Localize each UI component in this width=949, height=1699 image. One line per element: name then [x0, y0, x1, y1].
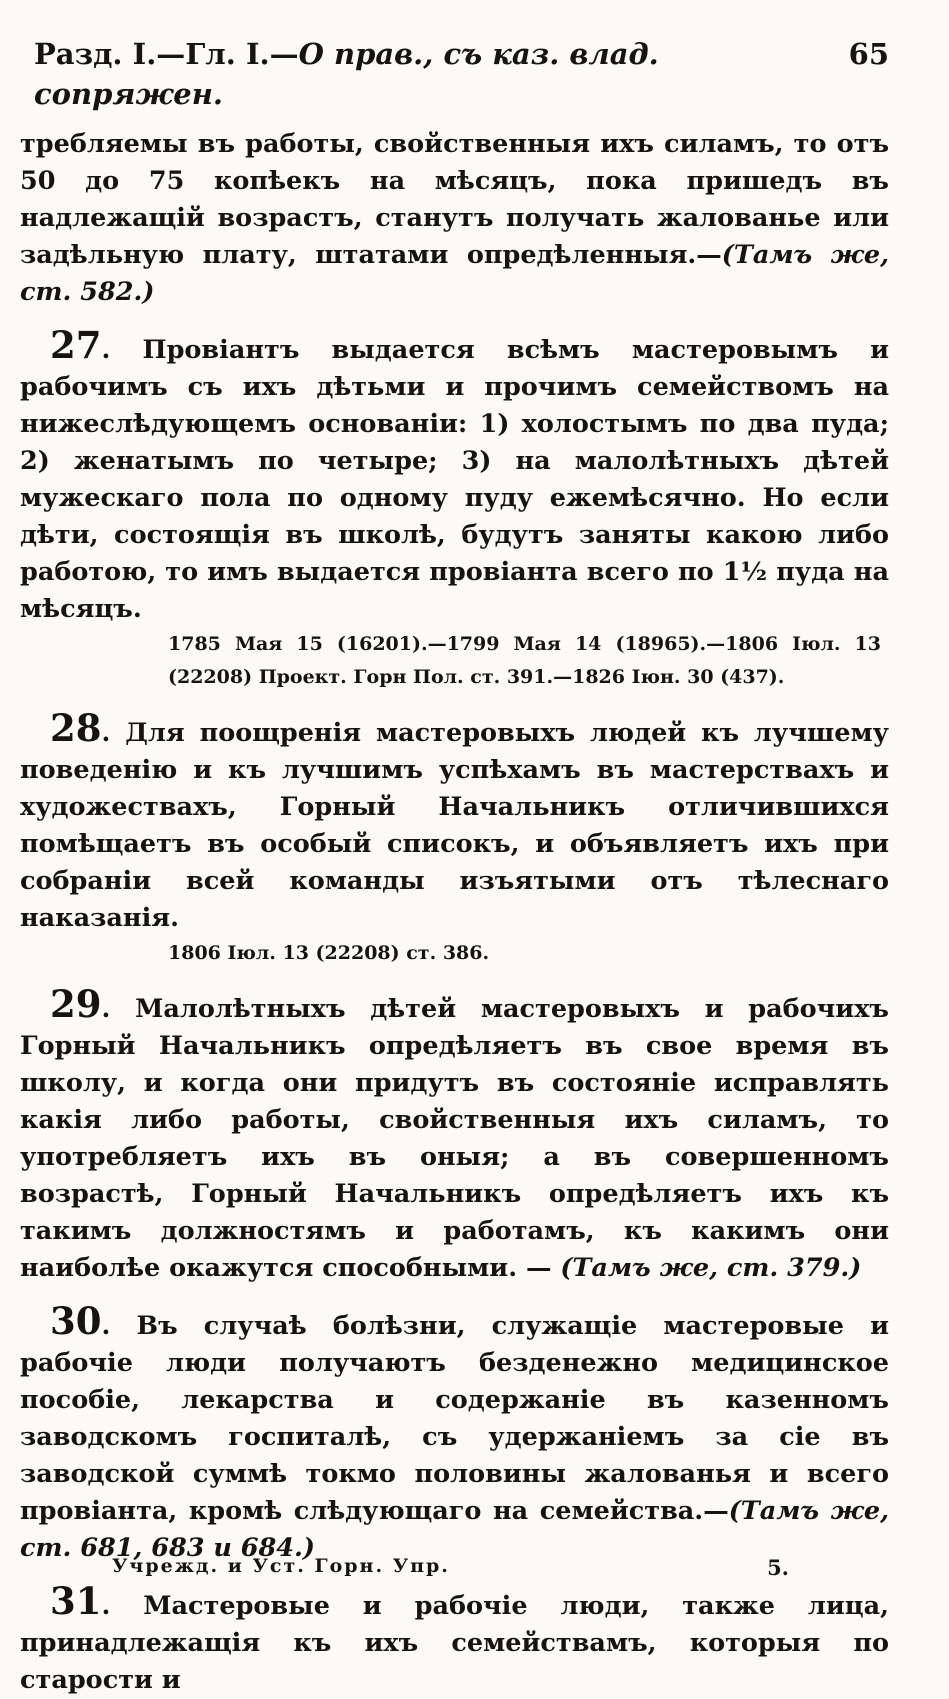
article-text: требляемы въ работы, свойственныя ихъ силамъ, то отъ 50 до 75 копѣекъ на мѣсяцъ, пока пришедъ въ надлежащій возрастъ, станутъ получать жалованье или задѣльную плату, штатами опредѣленныя.—	[20, 129, 889, 270]
article-citation: (Тамъ же, ст. 379.)	[560, 1253, 862, 1283]
article-27	[20, 323, 889, 628]
header-title	[34, 34, 849, 114]
article-30	[20, 1299, 890, 1567]
header-italic-title: О прав., съ каз. влад. сопряжен.	[34, 37, 659, 111]
article-27-reference: 1785 Мая 15 (16201).—1799 Мая 14 (18965).—1806 Іюл. 13 (22208) Проект. Горн Пол. ст. 391.—1826 Іюн. 30 (437).	[168, 633, 881, 688]
article-text: . Провіантъ выдается всѣмъ мастеровымъ и рабочимъ съ ихъ дѣтьми и прочимъ семействомъ на нижеслѣдующемъ основаніи: 1) холостымъ по два пуда; 2) женатымъ по четыре; 3) на малолѣтныхъ дѣтей мужескаго пола по одному пуду ежемѣсячно. Но если дѣти, состоящія въ школѣ, будутъ заняты какою либо работою, то имъ выдается провіанта всего по 1½ пуда на мѣсяцъ.	[20, 335, 889, 624]
article-citation: (Тамъ же, ст. 681, 683 и 684.)	[20, 1496, 890, 1563]
article-text: . Малолѣтныхъ дѣтей мастеровыхъ и рабочихъ Горный Начальникъ опредѣляетъ въ свое время въ школу, и когда они придутъ въ состояніе исправлять какія либо работы, свойственныя ихъ силамъ, то употребляетъ ихъ въ оныя; а въ совершенномъ возрастѣ, Горный Начальникъ опредѣляетъ ихъ къ такимъ должностямъ и работамъ, къ какимъ они наиболѣе окажутся способными. —	[20, 994, 889, 1283]
article-28-reference: 1806 Іюл. 13 (22208) ст. 386.	[168, 942, 490, 964]
page-body	[20, 126, 889, 1699]
article-text: . Мастеровые и рабочіе люди, также лица, принадлежащія къ ихъ семействамъ, которыя по старости и	[20, 1591, 889, 1695]
article-text: . Въ случаѣ болѣзни, служащіе мастеровые и рабочіе люди получаютъ безденежно медицинское пособіе, лекарства и содержаніе въ казенномъ заводскомъ госпиталѣ, съ удержаніемъ за сіе въ заводской суммѣ токмо половины жалованья и всего провіанта, кромѣ слѣдующаго на семейства.—	[20, 1311, 889, 1526]
page-number: 65	[848, 37, 889, 71]
article-number: 30	[50, 1299, 102, 1343]
article-number: 27	[50, 323, 102, 367]
article-26-continued	[20, 126, 889, 311]
article-31	[20, 1579, 889, 1699]
signature-mark: 5.	[767, 1555, 789, 1580]
page-footer	[112, 1555, 889, 1580]
article-29	[20, 982, 889, 1287]
footer-book-title: Учрежд. и Уст. Горн. Упр.	[112, 1555, 450, 1577]
article-number: 29	[50, 982, 102, 1026]
article-28	[20, 706, 889, 937]
article-number: 31	[50, 1579, 102, 1623]
running-header	[34, 34, 889, 114]
header-section: Разд. I.—Гл. I.—	[34, 37, 299, 71]
article-number: 28	[50, 706, 102, 750]
article-text: . Для поощренія мастеровыхъ людей къ лучшему поведенію и къ лучшимъ успѣхамъ въ мастерствахъ и художествахъ, Горный Начальникъ отличившихся помѣщаетъ въ особый списокъ, и объявляетъ ихъ при собраніи всей команды изъятыми отъ тѣлеснаго наказанія.	[20, 718, 889, 933]
article-citation: (Тамъ же, ст. 582.)	[20, 240, 889, 307]
